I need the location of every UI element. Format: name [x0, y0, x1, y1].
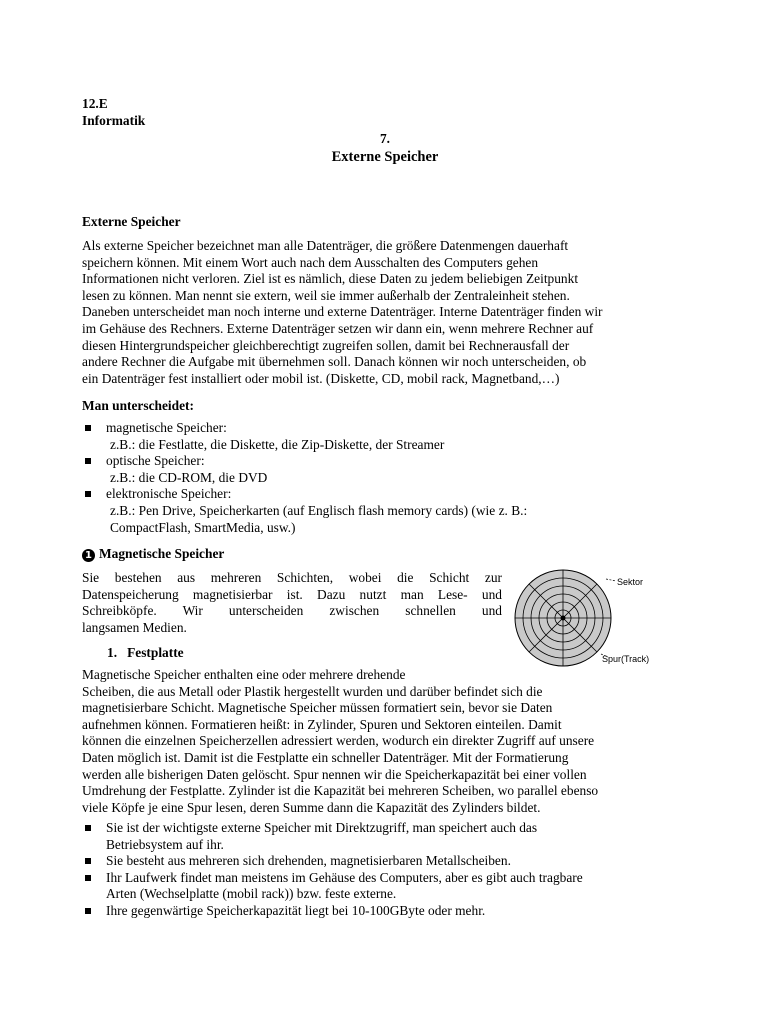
text-line: Informationen nicht verloren. Ziel ist es nämlich, diese Daten zu jedem beliebigen Zeitpunkt — [82, 271, 579, 287]
section-heading-externe: Externe Speicher — [82, 214, 181, 229]
text-line: aufnehmen können. Formatieren heißt: in Zylinder, Spuren und Sektoren einteilen. Damit — [82, 716, 562, 732]
text-line: Sie ist der wichtigste externe Speicher mit Direktzugriff, man speichert auch das — [106, 820, 538, 835]
magnetic-heading — [82, 546, 224, 563]
page-title: Externe Speicher — [331, 149, 439, 165]
sector-label: Sektor — [617, 577, 644, 587]
text-line: im Gehäuse des Rechners. Externe Datenträger setzen wir dann ein, wenn mehrere Rechner auf — [82, 320, 594, 336]
text-line: Schreibköpfe. Wir unterscheiden zwischen schnellen und — [82, 603, 502, 619]
type-examples: CompactFlash, SmartMedia, usw.) — [110, 519, 296, 535]
text-line: Daneben unterscheidet man noch interne und externe Datenträger. Interne Datenträger finden wir — [82, 304, 603, 320]
text-line: lesen zu können. Man nennt sie extern, weil sie immer außerhalb der Zentraleinheit stehen. — [82, 287, 570, 303]
text-line: Sie besteht aus mehreren sich drehenden, magnetisierbaren Metallscheiben. — [106, 853, 511, 869]
text-line: ein Datenträger fest installiert oder mobil ist. (Diskette, CD, mobil rack, Magnetband,…) — [82, 370, 560, 386]
type-examples: z.B.: die Festlatte, die Diskette, die Zip-Diskette, der Streamer — [110, 436, 445, 452]
disk-platter — [515, 570, 611, 666]
text-line: viele Köpfe je eine Spur lesen, deren Summe dann die Kapazität des Zylinders bildet. — [82, 799, 541, 815]
types-list — [82, 420, 702, 536]
class-label: 12.E — [82, 96, 108, 111]
subject-label: Informatik — [82, 113, 146, 128]
list-item — [82, 820, 702, 853]
chapter-number: 7. — [379, 131, 391, 146]
festplatte-paragraph — [82, 667, 702, 816]
text-line: andere Rechner die Aufgabe mit übernehmen soll. Danach können wir noch unterscheiden, ob — [82, 354, 587, 370]
list-item — [82, 453, 702, 486]
text-line: werden alle bisherigen Daten gelöscht. Spur nennen wir die Speicherkapazität bei einer vollen — [82, 766, 587, 782]
disk-sector-track-diagram — [508, 566, 668, 670]
text-line: Sie bestehen aus mehreren Schichten, wobei die Schicht zur — [82, 570, 502, 585]
types-heading: Man unterscheidet: — [82, 398, 194, 413]
festplatte-bullets — [82, 820, 702, 920]
text-line: diesen Hintergrundspeicher gleichberechtigt zugreifen sollen, damit bei Rechnerausfall der — [82, 337, 570, 353]
text-line: Ihre gegenwärtige Speicherkapazität liegt bei 10-100GByte oder mehr. — [106, 902, 486, 918]
list-item — [82, 853, 702, 870]
type-examples: z.B.: die CD-ROM, die DVD — [110, 469, 268, 485]
text-line: speichern können. Mit einem Wort auch nach dem Ausschalten des Computers gehen — [82, 254, 539, 270]
festplatte-heading: 1. Festplatte — [107, 645, 184, 660]
magnetic-heading-text: Magnetische Speicher — [99, 546, 225, 561]
text-line: langsamen Medien. — [82, 619, 187, 635]
type-examples: z.B.: Pen Drive, Speicherkarten (auf Englisch flash memory cards) (wie z. B.: — [110, 502, 528, 518]
text-line: Umdrehung der Festplatte. Zylinder ist die Kapazität bei mehreren Scheiben, wo parallel ebenso — [82, 783, 599, 799]
number-circle-icon: 1 — [82, 549, 95, 562]
text-line: Betriebsystem auf ihr. — [106, 836, 224, 852]
type-name: elektronische Speicher: — [106, 486, 232, 502]
type-name: magnetische Speicher: — [106, 420, 227, 435]
list-item — [82, 420, 702, 453]
text-line: Daten möglich ist. Damit ist die Festplatte ein schneller Datenträger. Mit der Formatierung — [82, 749, 569, 765]
magnetic-intro — [82, 570, 502, 636]
text-line: Arten (Wechselplatte (mobil rack)) bzw. feste externe. — [106, 886, 397, 902]
text-line: Ihr Laufwerk findet man meistens im Gehäuse des Computers, aber es gibt auch tragbare — [106, 869, 583, 885]
list-item — [82, 486, 702, 536]
text-line: Scheiben, die aus Metall oder Plastik hergestellt wurden und darüber befindet sich die — [82, 683, 543, 699]
paragraph-externe — [82, 238, 702, 387]
text-line: Magnetische Speicher enthalten eine oder mehrere drehende — [82, 667, 406, 682]
list-item — [82, 903, 702, 920]
type-name: optische Speicher: — [106, 453, 205, 469]
text-line: magnetisierbare Schicht. Magnetische Speicher müssen formatiert sein, bevor sie Daten — [82, 700, 553, 716]
track-label: Spur(Track) — [602, 654, 650, 664]
text-line: Als externe Speicher bezeichnet man alle Datenträger, die größere Datenmengen dauerhaft — [82, 238, 569, 253]
text-line: Datenspeicherung magnetisierbar ist. Dazu nutzt man Lese- und — [82, 586, 502, 602]
text-line: können die einzelnen Speicherzellen adressiert werden, wodurch ein direkter Zugriff auf unsere — [82, 733, 595, 749]
list-item — [82, 870, 702, 903]
